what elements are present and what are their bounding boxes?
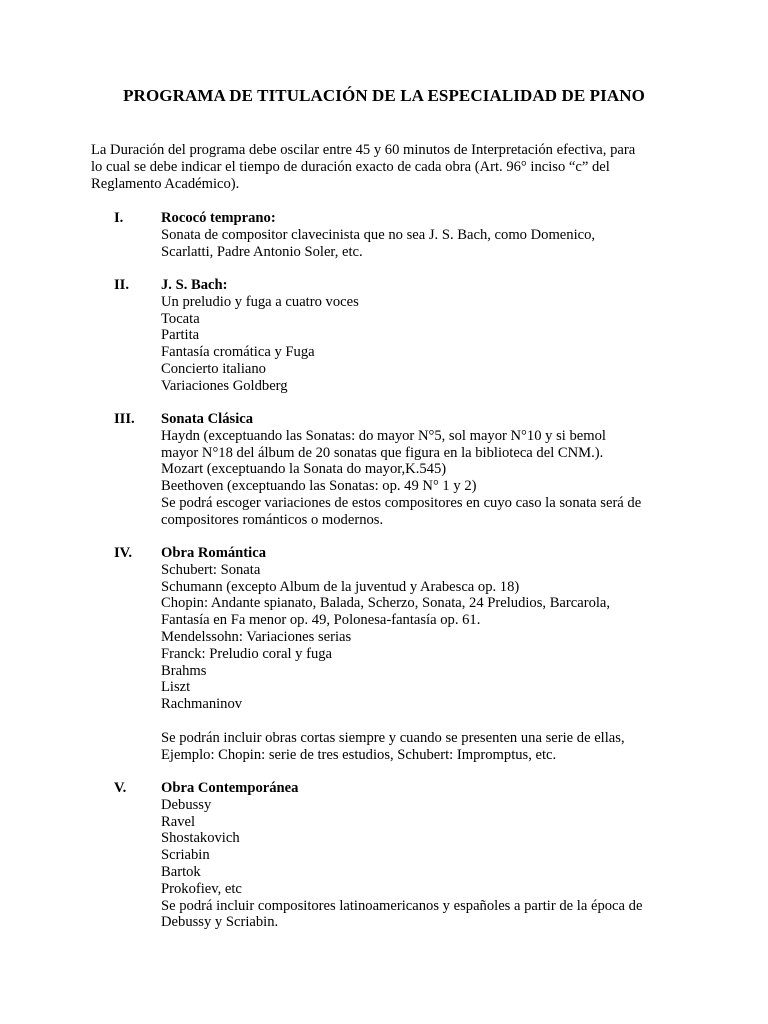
section-heading: Obra Romántica (161, 545, 266, 561)
section-line: Beethoven (exceptuando las Sonatas: op. 49 N° 1 y 2) (161, 478, 477, 495)
section-line: Prokofiev, etc (161, 880, 242, 897)
section-line: Rachmaninov (161, 696, 243, 713)
section-line: Haydn (exceptuando las Sonatas: do mayor N°5, sol mayor N°10 y si bemol (161, 427, 606, 444)
section-lines (161, 428, 681, 529)
section-lines (161, 562, 681, 764)
section-numeral: II. (114, 277, 130, 293)
section-line: Debussy (161, 796, 212, 813)
section-line: Liszt (161, 679, 191, 696)
section-line: Scarlatti, Padre Antonio Soler, etc. (161, 243, 363, 260)
section-lines (161, 294, 681, 395)
section-numeral: I. (114, 210, 124, 226)
section-line: Franck: Preludio coral y fuga (161, 645, 333, 662)
section-line: Partita (161, 327, 200, 344)
section-lines (161, 227, 681, 261)
document-title: PROGRAMA DE TITULACIÓN DE LA ESPECIALIDAD DE PIANO (123, 86, 645, 105)
section-line: Mendelssohn: Variaciones serias (161, 628, 352, 645)
intro-paragraph: La Duración del programa debe oscilar entre 45 y 60 minutos de Interpretación efectiva, para lo cual se debe indicar el tiempo de duración exacto de cada obra (Art. 96° inciso “c” del Reglamento Académico). (91, 142, 636, 192)
section-line: mayor N°18 del álbum de 20 sonatas que figura en la biblioteca del CNM.). (161, 444, 604, 461)
section-numeral: V. (114, 780, 127, 796)
section-line: Sonata de compositor clavecinista que no sea J. S. Bach, como Domenico, (161, 226, 596, 243)
section-line: Schubert: Sonata (161, 561, 261, 578)
section-line: Tocata (161, 310, 200, 327)
section-line: Debussy y Scriabin. (161, 914, 279, 931)
section-numeral: III. (114, 411, 135, 427)
section-line: Scriabin (161, 847, 210, 864)
section-line: Brahms (161, 662, 207, 679)
section-line: Variaciones Goldberg (161, 377, 288, 394)
section-heading: Rococó temprano: (161, 210, 276, 226)
section-line: Un preludio y fuga a cuatro voces (161, 293, 359, 310)
section-line: Se podrán incluir obras cortas siempre y cuando se presenten una serie de ellas, (161, 729, 625, 746)
section-line: Se podrá escoger variaciones de estos compositores en cuyo caso la sonata será de (161, 494, 642, 511)
section-line: Ravel (161, 813, 196, 830)
section-line: Fantasía en Fa menor op. 49, Polonesa-fantasía op. 61. (161, 612, 481, 629)
section-heading: Sonata Clásica (161, 411, 254, 427)
section-line: compositores románticos o modernos. (161, 511, 384, 528)
section-line: Schumann (excepto Album de la juventud y Arabesca op. 18) (161, 578, 520, 595)
section-line: Bartok (161, 863, 201, 880)
section-line: Concierto italiano (161, 360, 266, 377)
section-heading: Obra Contemporánea (161, 780, 299, 796)
section-line: Se podrá incluir compositores latinoamericanos y españoles a partir de la época de (161, 897, 643, 914)
section-line: Shostakovich (161, 830, 240, 847)
section-line: Ejemplo: Chopin: serie de tres estudios, Schubert: Impromptus, etc. (161, 746, 557, 763)
section-numeral: IV. (114, 545, 132, 561)
section-line: Fantasía cromática y Fuga (161, 344, 315, 361)
section-line (161, 713, 681, 730)
section-heading: J. S. Bach: (161, 277, 228, 293)
section-line: Chopin: Andante spianato, Balada, Scherzo, Sonata, 24 Preludios, Barcarola, (161, 595, 611, 612)
section-line: Mozart (exceptuando la Sonata do mayor,K.545) (161, 461, 447, 478)
section-lines (161, 797, 681, 931)
